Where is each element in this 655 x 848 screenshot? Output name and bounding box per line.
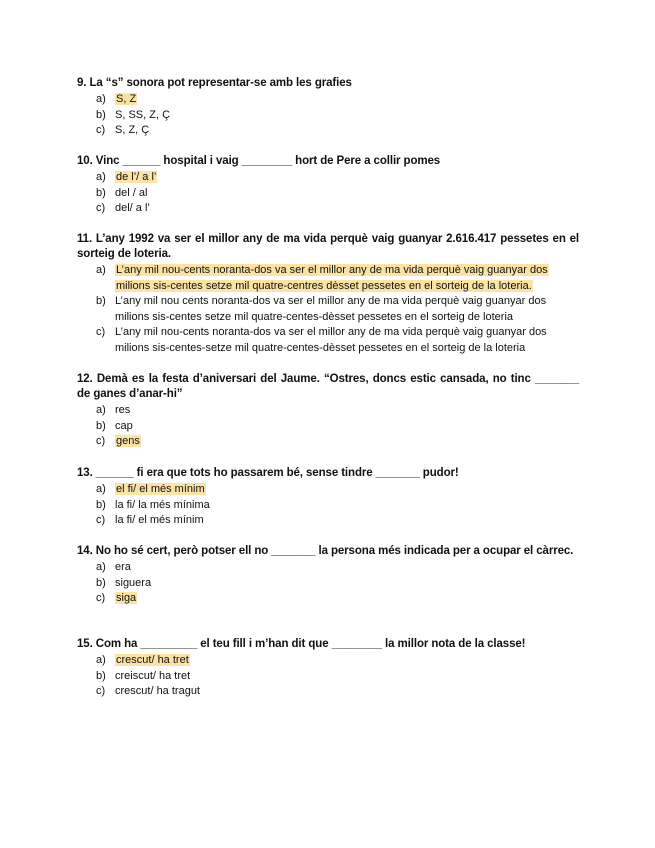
option-a — [77, 653, 579, 669]
option-letter: a) — [96, 93, 106, 105]
option-text-highlighted: el fi/ el més mínim — [116, 483, 205, 495]
option-letter: a) — [96, 483, 106, 495]
option-text: L’any mil nou cents noranta-dos va ser el millor any de ma vida perquè vaig guanyar dos milions sis-centes setze mil quatre-centes-dèsset pessetes en el sorteig de loteria — [115, 295, 547, 323]
option-text: la fi/ la més mínima — [115, 498, 210, 511]
option-text-highlighted: siga — [116, 592, 137, 605]
option-text: L’any mil nou-cents noranta-dos va ser el millor any de ma vida perquè vaig guanyar dos milions sis-centes-setze mil quatre-centes-dèsset pessetes en el sorteig de la loteria — [115, 326, 547, 354]
option-letter: b) — [96, 295, 106, 308]
option-letter: a) — [96, 654, 106, 666]
option-letter: c) — [96, 514, 106, 527]
option-a — [77, 263, 579, 294]
option-text: siguera — [115, 576, 152, 589]
question-15 — [77, 637, 579, 700]
option-list — [77, 653, 579, 700]
option-text-highlighted: L’any mil nou-cents noranta-dos va ser el millor any de ma vida perquè vaig guanyar dos milions sis-centes setze mil quatre-centres dèsset pessetes en el sorteig de la loteria. — [116, 264, 548, 292]
option-text-highlighted: de l’/ a l’ — [116, 171, 157, 183]
option-letter: b) — [96, 576, 106, 589]
option-letter: b) — [96, 186, 106, 199]
option-list — [77, 170, 579, 217]
option-text: del / al — [115, 186, 148, 199]
question-text: 13. ______ fi era que tots ho passarem bé, sense tindre _______ pudor! — [77, 467, 459, 479]
option-a — [77, 92, 579, 108]
option-letter: c) — [96, 202, 106, 215]
option-list — [77, 263, 579, 357]
option-letter: a) — [96, 561, 106, 573]
option-text: creiscut/ ha tret — [115, 669, 191, 682]
option-letter: b) — [96, 419, 106, 432]
option-text: del/ a l’ — [115, 202, 150, 215]
question-text: 14. No ho sé cert, però potser ell no _______ la persona més indicada per a ocupar el càrrec. — [77, 545, 574, 557]
option-b — [77, 108, 579, 124]
option-text: crescut/ ha tragut — [115, 685, 200, 698]
option-letter: c) — [96, 124, 106, 137]
question-13 — [77, 466, 579, 529]
option-text-highlighted: gens — [116, 435, 140, 448]
option-b — [77, 576, 579, 592]
option-letter: b) — [96, 669, 106, 682]
option-letter: a) — [96, 171, 106, 183]
option-letter: b) — [96, 498, 106, 511]
option-c — [77, 434, 579, 450]
option-text: la fi/ el més mínim — [115, 514, 204, 527]
option-a — [77, 403, 579, 419]
option-c — [77, 684, 579, 700]
question-text: 12. Demà es la festa d’aniversari del Jaume. “Ostres, doncs estic cansada, no tinc _______ de ganes d’anar-hi” — [77, 373, 579, 400]
option-letter: a) — [96, 264, 106, 276]
option-list — [77, 92, 579, 139]
option-text: res — [115, 404, 131, 416]
option-a — [77, 170, 579, 186]
option-list — [77, 482, 579, 529]
option-b — [77, 669, 579, 685]
option-b — [77, 498, 579, 514]
option-letter: c) — [96, 435, 106, 448]
question-11 — [77, 232, 579, 357]
option-text-highlighted: crescut/ ha tret — [116, 654, 189, 666]
question-text: 15. Com ha _________ el teu fill i m’han dit que ________ la millor nota de la classe! — [77, 638, 526, 650]
option-c — [77, 591, 579, 607]
option-letter: c) — [96, 592, 106, 605]
option-letter: c) — [96, 685, 106, 698]
option-text: S, SS, Z, Ç — [115, 108, 171, 121]
option-letter: c) — [96, 326, 106, 339]
option-b — [77, 186, 579, 202]
question-text: 9. La “s” sonora pot representar-se amb les grafies — [77, 77, 352, 89]
option-a — [77, 560, 579, 576]
option-letter: b) — [96, 108, 106, 121]
option-list — [77, 403, 579, 450]
question-text: 10. Vinc ______ hospital i vaig ________ hort de Pere a collir pomes — [77, 155, 441, 167]
question-14 — [77, 544, 579, 607]
question-9 — [77, 76, 579, 139]
option-letter: a) — [96, 404, 106, 416]
option-c — [77, 123, 579, 139]
question-12 — [77, 372, 579, 450]
option-b — [77, 419, 579, 435]
option-list — [77, 560, 579, 607]
option-c — [77, 513, 579, 529]
option-text: cap — [115, 419, 133, 432]
option-text: S, Z, Ç — [115, 124, 150, 137]
option-c — [77, 201, 579, 217]
option-text-highlighted: S, Z — [116, 93, 137, 105]
option-a — [77, 482, 579, 498]
question-text: 11. L’any 1992 va ser el millor any de ma vida perquè vaig guanyar 2.616.417 pessetes en el sorteig de loteria. — [77, 233, 579, 260]
option-b — [77, 294, 579, 325]
question-10 — [77, 154, 579, 217]
option-c — [77, 325, 579, 356]
option-text: era — [115, 561, 131, 573]
